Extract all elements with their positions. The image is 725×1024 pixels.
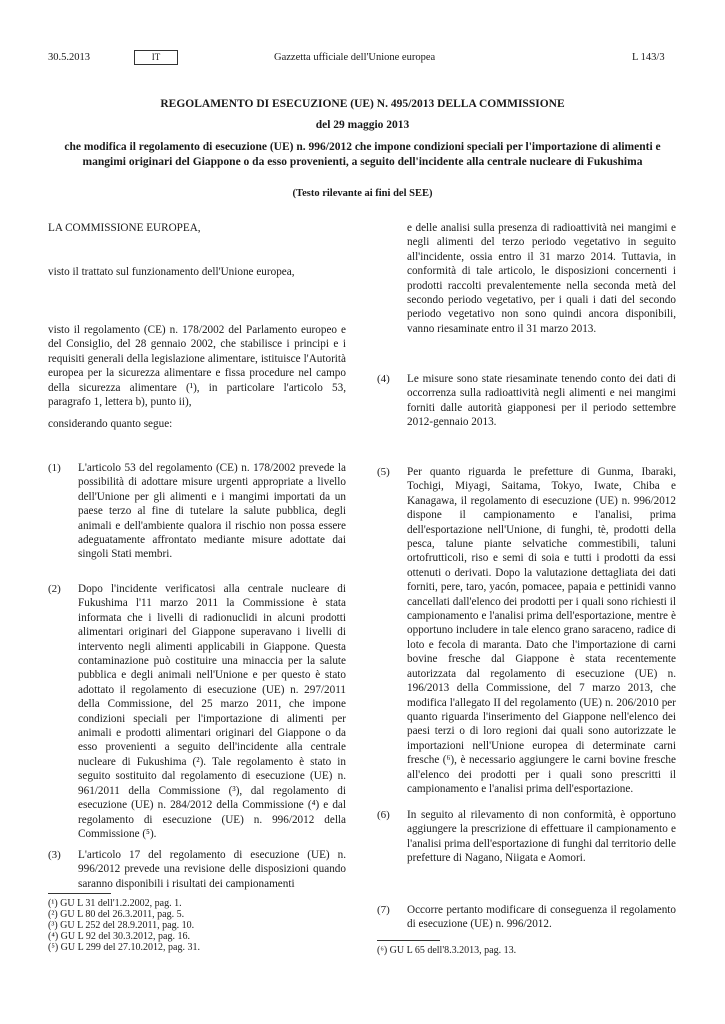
footnote-1: (¹) GU L 31 dell'1.2.2002, pag. 1. (48, 898, 182, 909)
journal-title: Gazzetta ufficiale dell'Unione europea (274, 52, 436, 63)
preamble-regulation-178: visto il regolamento (CE) n. 178/2002 del Parlamento europeo e del Consiglio, del 28 gennaio 2002, che stabilisce i principi e i requisiti generali della legislazione alimentare, istituisce l'Autorità europea per la sicurezza alimentare e fissa procedure nel campo della sicurezza alimentare (¹), in particolare l'articolo 53, paragrafo 1, lettera b), punto ii), (48, 324, 346, 409)
recital-1-number: (1) (48, 462, 61, 474)
eea-relevance: (Testo rilevante ai fini del SEE) (292, 188, 433, 199)
language-badge: IT (134, 50, 178, 65)
footnote-separator (48, 893, 111, 894)
recital-3-number: (3) (48, 849, 61, 861)
preamble-commission: LA COMMISSIONE EUROPEA, (48, 222, 201, 234)
regulation-title: REGOLAMENTO DI ESECUZIONE (UE) N. 495/2013 DELLA COMMISSIONE (160, 98, 565, 110)
recital-3-text: L'articolo 17 del regolamento di esecuzione (UE) n. 996/2012 prevede una revisione delle disposizioni quando saranno disponibili i risultati dei campionamenti (78, 849, 346, 890)
recital-4-text: Le misure sono state riesaminate tenendo conto dei dati di occorrenza sulla radioattività negli alimenti e nei mangimi forniti dalle autorità giapponesi per il periodo settembre 2012-gennaio 2013. (407, 373, 676, 429)
regulation-subject: che modifica il regolamento di esecuzione (UE) n. 996/2012 che impone condizioni speciali per l'importazione di alimenti e mangimi originari del Giappone o da esso provenienti, a seguito dell'incidente alla centrale nucleare di Fukushima (64, 141, 661, 168)
recital-4-number: (4) (377, 373, 390, 385)
recital-7-text: Occorre pertanto modificare di conseguenza il regolamento di esecuzione (UE) n. 996/2012. (407, 904, 676, 931)
recital-5-text: Per quanto riguarda le prefetture di Gunma, Ibaraki, Tochigi, Miyagi, Saitama, Tokyo, Iwate, Chiba e Kanagawa, il regolamento di esecuzione (UE) n. 996/2012 dispone il campionamento e l'analisi, prima dell'esportazione nell'Unione, di funghi, tè, prodotti della pesca, talune piante selvatiche commestibili, taluni ortofrutticoli, riso e semi di soia e tutti i prodotti da essi ottenuti o derivati. Dopo la valutazione dettagliata dei dati forniti, pere, taro, yacón, pomacee, papaia e pettinidi vanno cancellati dall'elenco dei prodotti per i quali sono richiesti il campionamento e l'analisi prima dell'esportazione, mentre è opportuno includere in tale elenco grano saraceno, radice di loto e fecola di maranta. Dato che l'importazione di carni bovine fresche dal Giappone è stata recentemente autorizzata dal regolamento di esecuzione (UE) n. 196/2013 della Commissione, del 7 marzo 2013, che modifica l'allegato II del regolamento (UE) n. 206/2010 per quanto riguarda l'inserimento del Giappone nell'elenco dei paesi terzi o di loro regioni dai quali sono autorizzate le importazioni nell'Unione europea di determinate carni fresche (⁶), è necessario aggiungere le carni bovine fresche all'elenco dei prodotti per i quali sono prescritti il campionamento e l'analisi prima dell'esportazione. (407, 466, 676, 795)
recital-7-number: (7) (377, 904, 390, 916)
preamble-treaty: visto il trattato sul funzionamento dell'Unione europea, (48, 266, 295, 278)
journal-reference: L 143/3 (632, 52, 665, 63)
recital-6-number: (6) (377, 809, 390, 821)
footnote-5: (⁵) GU L 299 del 27.10.2012, pag. 31. (48, 942, 200, 953)
recital-2-number: (2) (48, 583, 61, 595)
footnote-separator-right (377, 940, 440, 941)
footnote-6: (⁶) GU L 65 dell'8.3.2013, pag. 13. (377, 945, 517, 956)
recital-2-text: Dopo l'incidente verificatosi alla centrale nucleare di Fukushima l'11 marzo 2011 la Commissione è stata informata che i livelli di radionuclidi in alcuni prodotti alimentari originari del Giappone superavano i livelli di intervento negli alimenti applicabili in Giappone. Questa contaminazione può costituire una minaccia per la salute pubblica e degli animali nell'Unione e per questo è stato adottato il regolamento di esecuzione (UE) n. 297/2011 della Commissione, del 25 marzo 2011, che impone condizioni speciali per l'importazione di alimenti per animali e prodotti alimentari originari del Giappone o da esso provenienti a seguito dell'incidente alla centrale nucleare di Fukushima (²). Tale regolamento è stato in seguito sostituito dal regolamento di esecuzione (UE) n. 961/2011 della Commissione (³), dal regolamento di esecuzione (UE) n. 284/2012 della Commissione (⁴) e dal regolamento di esecuzione (UE) n. 996/2012 della Commissione (⁵). (78, 583, 346, 840)
footnote-2: (²) GU L 80 del 26.3.2011, pag. 5. (48, 909, 185, 920)
preamble-considering: considerando quanto segue: (48, 418, 173, 430)
footnote-4: (⁴) GU L 92 del 30.3.2012, pag. 16. (48, 931, 190, 942)
footnote-3: (³) GU L 252 del 28.9.2011, pag. 10. (48, 920, 195, 931)
regulation-date: del 29 maggio 2013 (315, 119, 410, 131)
header-date: 30.5.2013 (48, 52, 90, 63)
recital-3-continuation: e delle analisi sulla presenza di radioattività nei mangimi e negli alimenti del terzo periodo vegetativo in seguito all'incidente, ossia entro il 31 marzo 2014. Tuttavia, in conformità di tale articolo, le disposizioni concernenti i prodotti raccolti prevalentemente nella seconda metà del secondo periodo vegetativo, per i quali i dati del secondo periodo vegetativo non sono quindi ancora disponibili, vanno riesaminate entro il 31 marzo 2013. (407, 222, 676, 335)
recital-1-text: L'articolo 53 del regolamento (CE) n. 178/2002 prevede la possibilità di adottare misure urgenti appropriate a livello dell'Unione per gli alimenti e i mangimi importati da un paese terzo al fine di tutelare la salute pubblica, degli animali e dell'ambiente qualora il rischio non possa essere adeguatamente affrontato mediante misure adottate dai singoli Stati membri. (78, 462, 346, 561)
recital-6-text: In seguito al rilevamento di non conformità, è opportuno aggiungere la prescrizione di effettuare il campionamento e l'analisi prima dell'esportazione di funghi dal territorio delle prefetture di Nagano, Niigata e Aomori. (407, 809, 676, 865)
recital-5-number: (5) (377, 466, 390, 478)
